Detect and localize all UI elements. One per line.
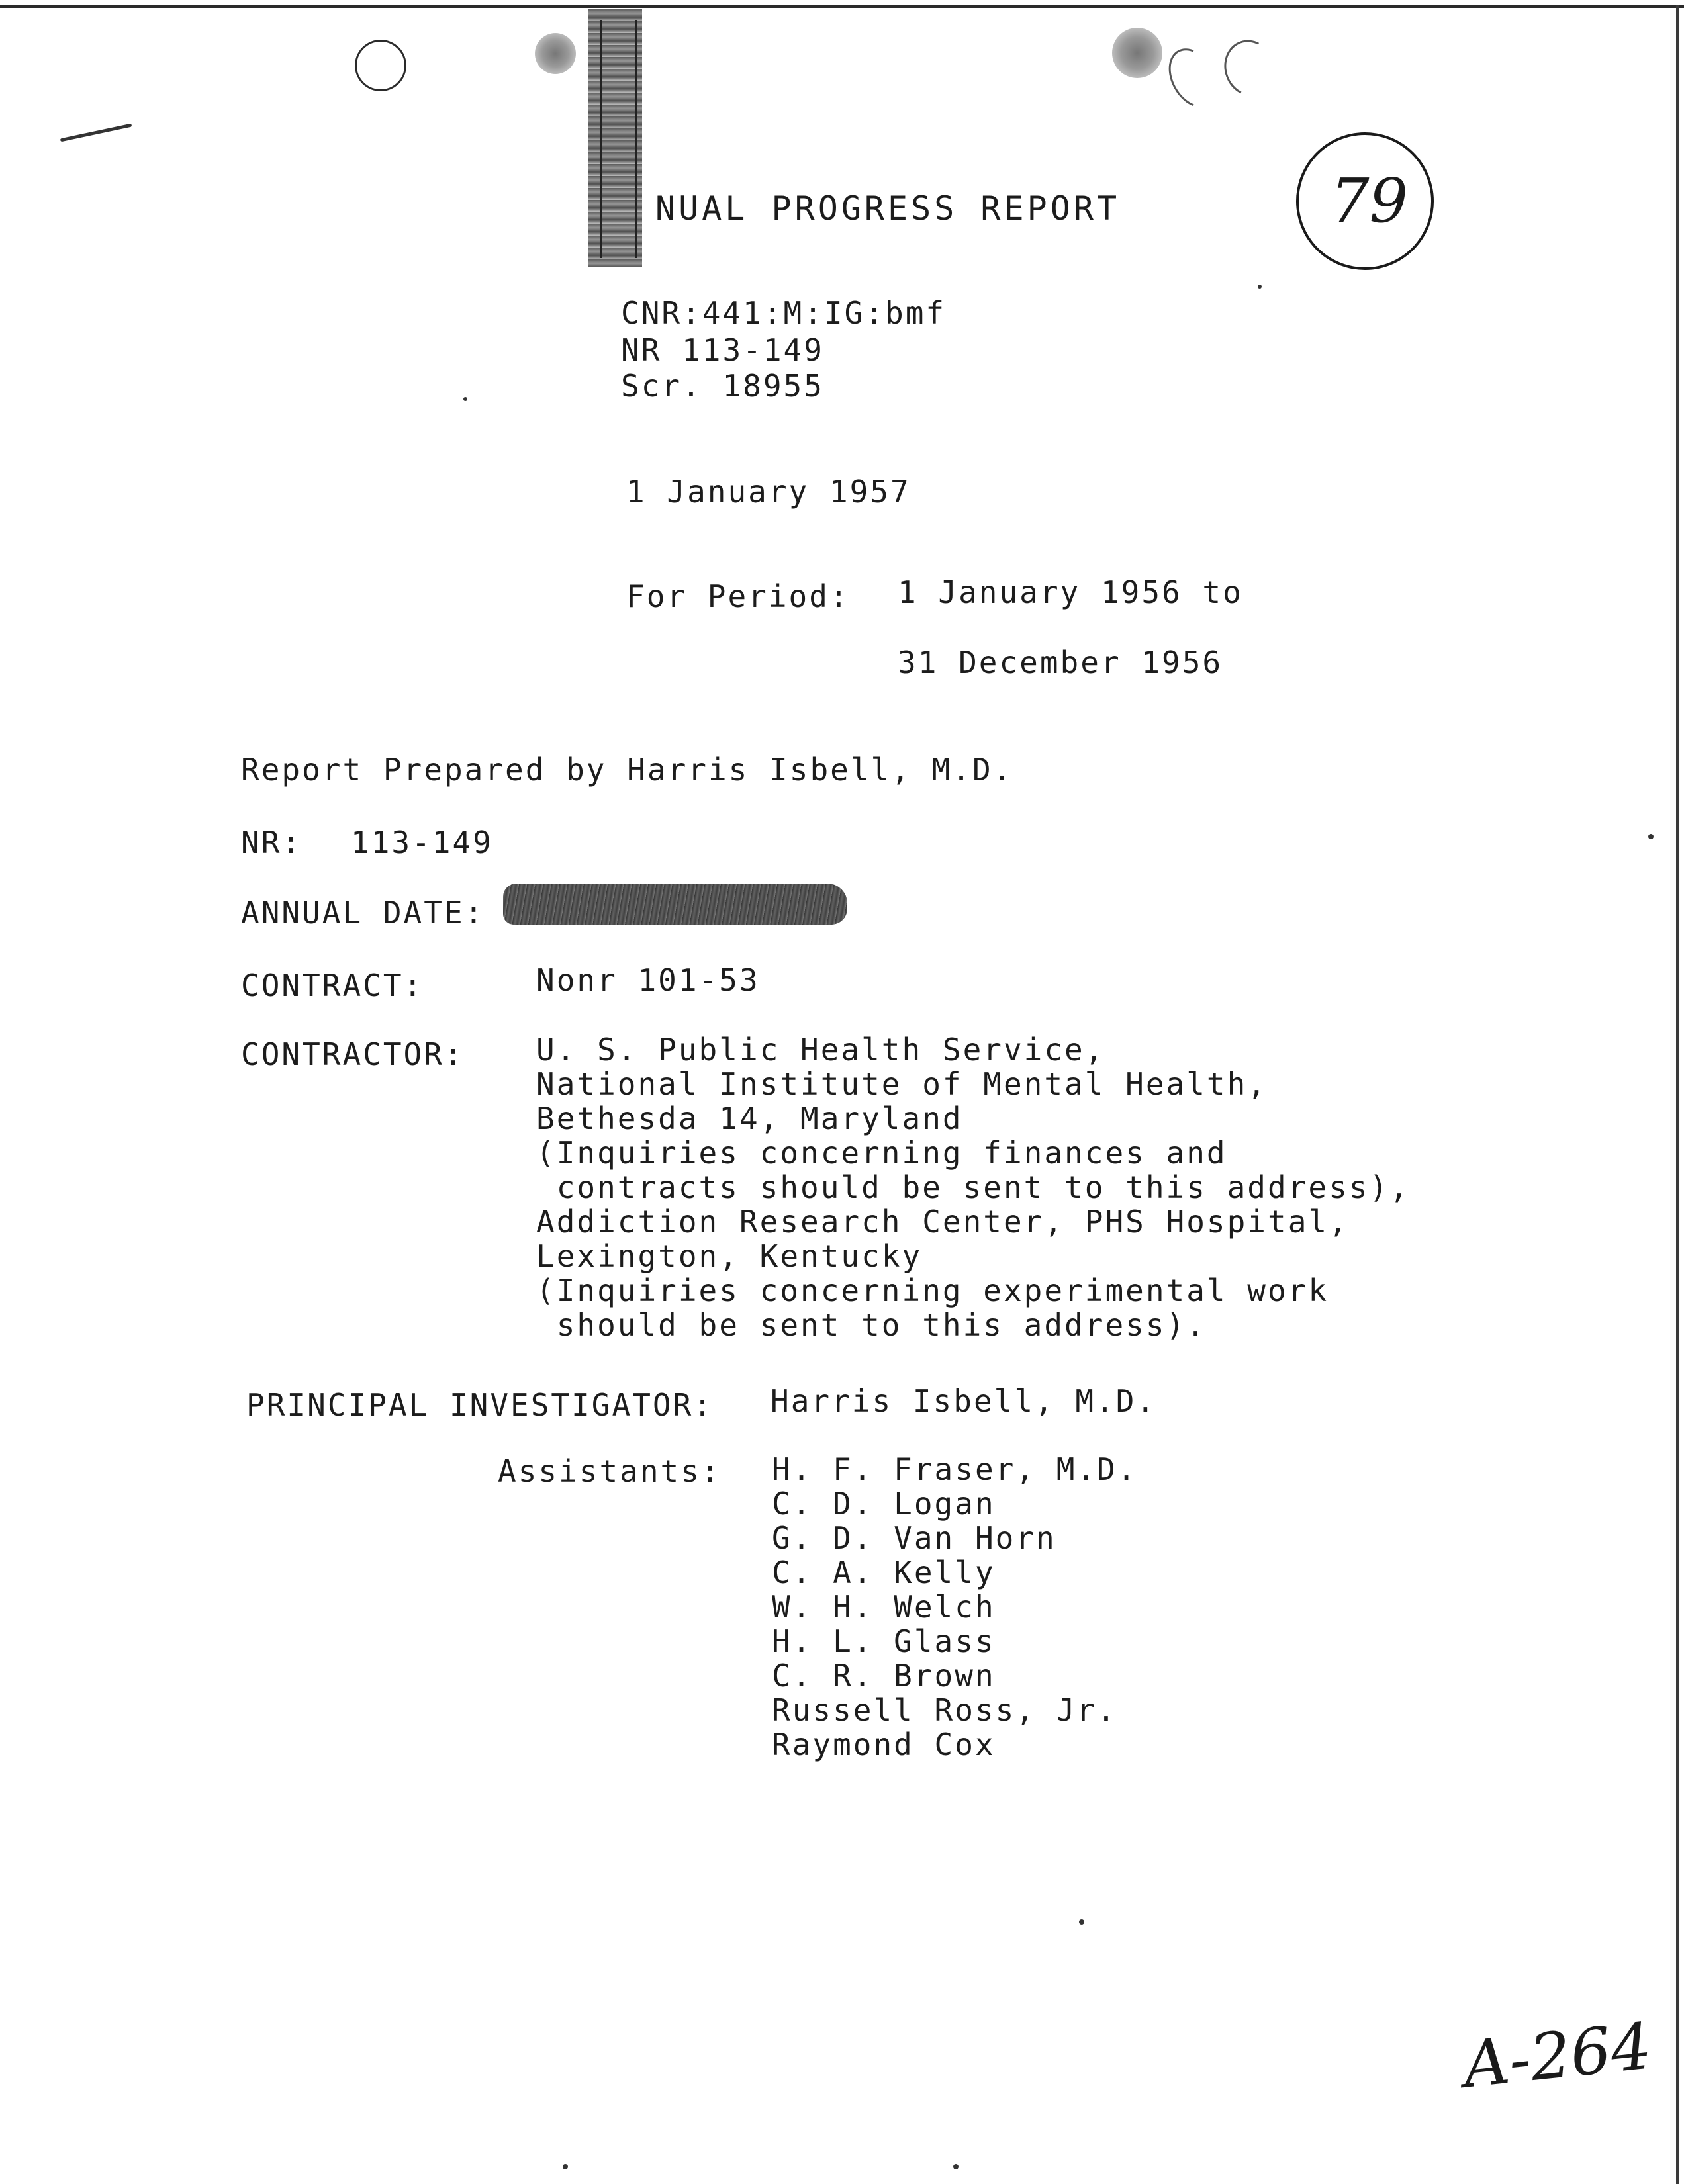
annual-date-label: ANNUAL DATE: bbox=[241, 895, 485, 931]
reference-line-1: CNR:441:M:IG:bmf bbox=[621, 295, 947, 331]
punch-hole-arc-1 bbox=[1158, 40, 1228, 116]
period-to: 31 December 1956 bbox=[898, 645, 1223, 680]
contractor-line: (Inquiries concerning experimental work bbox=[536, 1273, 1329, 1308]
punch-hole-arc-2 bbox=[1217, 33, 1284, 104]
assistants-list bbox=[772, 1452, 1138, 1762]
report-title: NUAL PROGRESS REPORT bbox=[655, 189, 1121, 228]
nr-value: 113-149 bbox=[351, 825, 493, 860]
ink-speck bbox=[1079, 1919, 1084, 1925]
principal-investigator-value: Harris Isbell, M.D. bbox=[771, 1383, 1157, 1419]
redaction-mark bbox=[503, 884, 847, 925]
ink-speck bbox=[1648, 834, 1654, 839]
contractor-line: Addiction Research Center, PHS Hospital, bbox=[536, 1204, 1349, 1240]
punch-hole-left bbox=[355, 40, 406, 91]
ink-speck bbox=[463, 397, 467, 401]
assistant-name: C. R. Brown bbox=[772, 1658, 996, 1694]
contractor-line: National Institute of Mental Health, bbox=[536, 1066, 1268, 1102]
nr-label: NR: bbox=[241, 825, 303, 860]
period-label: For Period: bbox=[626, 578, 850, 614]
assistant-name: G. D. Van Horn bbox=[772, 1520, 1056, 1556]
assistant-name: H. L. Glass bbox=[772, 1623, 996, 1659]
punch-hole-filled-right bbox=[1112, 28, 1162, 78]
report-date: 1 January 1957 bbox=[626, 474, 911, 510]
staple-inner bbox=[600, 20, 637, 258]
contractor-line: (Inquiries concerning finances and bbox=[536, 1135, 1227, 1171]
assistant-name: C. A. Kelly bbox=[772, 1555, 996, 1590]
ink-speck bbox=[953, 2164, 959, 2169]
reference-line-3: Scr. 18955 bbox=[621, 368, 824, 404]
contractor-label: CONTRACTOR: bbox=[241, 1036, 465, 1072]
contract-label: CONTRACT: bbox=[241, 968, 424, 1003]
assistant-name: Raymond Cox bbox=[772, 1727, 996, 1762]
punch-hole-filled-left bbox=[535, 33, 576, 74]
page-top-edge bbox=[0, 5, 1684, 8]
handwritten-page-number: 79 bbox=[1331, 165, 1409, 236]
period-from: 1 January 1956 to bbox=[898, 574, 1243, 610]
reference-line-2: NR 113-149 bbox=[621, 332, 824, 368]
contract-value: Nonr 101-53 bbox=[536, 962, 760, 998]
contractor-line: contracts should be sent to this address), bbox=[536, 1169, 1410, 1205]
assistant-name: W. H. Welch bbox=[772, 1589, 996, 1625]
ink-speck bbox=[1258, 285, 1262, 289]
contractor-address bbox=[536, 1032, 1410, 1342]
page-right-edge bbox=[1676, 5, 1679, 2184]
prepared-by: Report Prepared by Harris Isbell, M.D. bbox=[241, 752, 1013, 788]
assistants-label: Assistants: bbox=[498, 1453, 722, 1489]
contractor-line: should be sent to this address). bbox=[536, 1307, 1207, 1343]
principal-investigator-label: PRINCIPAL INVESTIGATOR: bbox=[246, 1387, 714, 1423]
assistant-name: C. D. Logan bbox=[772, 1486, 996, 1522]
ink-mark bbox=[60, 124, 132, 142]
contractor-line: Lexington, Kentucky bbox=[536, 1238, 923, 1274]
assistant-name: H. F. Fraser, M.D. bbox=[772, 1451, 1138, 1487]
handwritten-archive-code: A-264 bbox=[1459, 2009, 1656, 2103]
contractor-line: Bethesda 14, Maryland bbox=[536, 1101, 963, 1136]
contractor-line: U. S. Public Health Service, bbox=[536, 1032, 1105, 1068]
ink-speck bbox=[563, 2164, 568, 2169]
assistant-name: Russell Ross, Jr. bbox=[772, 1692, 1117, 1728]
